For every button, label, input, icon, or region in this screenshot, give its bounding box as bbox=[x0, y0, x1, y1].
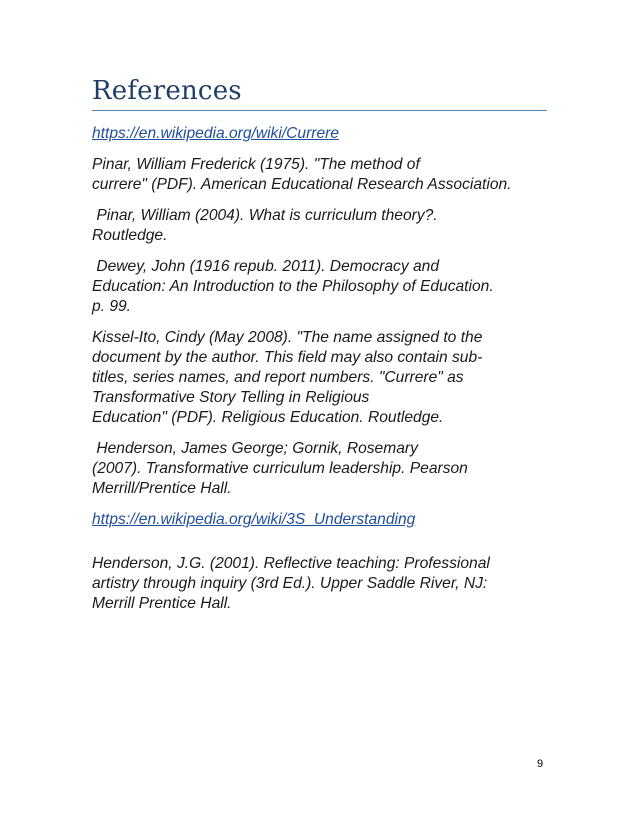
reference-line: Henderson, J.G. (2001). Reflective teaching: Professional bbox=[92, 555, 490, 572]
reference-line: Kissel-Ito, Cindy (May 2008). "The name assigned to the bbox=[92, 329, 483, 346]
reference-line: Education: An Introduction to the Philosophy of Education. bbox=[92, 278, 494, 295]
reference-line: document by the author. This field may also contain sub- bbox=[92, 349, 483, 366]
page-number: 9 bbox=[537, 758, 544, 770]
page-heading: References bbox=[92, 76, 242, 106]
reference-link-item bbox=[92, 510, 552, 530]
reference-line: Dewey, John (1916 repub. 2011). Democracy and bbox=[92, 258, 440, 275]
reference-line: Merrill Prentice Hall. bbox=[92, 595, 232, 612]
reference-line: Routledge. bbox=[92, 227, 168, 244]
reference-line: Transformative Story Telling in Religious bbox=[92, 389, 370, 406]
reference-line: Education" (PDF). Religious Education. Routledge. bbox=[92, 409, 444, 426]
reference-line: currere" (PDF). American Educational Research Association. bbox=[92, 176, 512, 193]
reference-entry bbox=[92, 155, 552, 195]
heading-underline bbox=[92, 110, 547, 111]
references-list bbox=[92, 124, 552, 625]
reference-line: Pinar, William (2004). What is curriculum theory?. bbox=[92, 207, 438, 224]
reference-line: titles, series names, and report numbers. "Currere" as bbox=[92, 369, 464, 386]
reference-line: Merrill/Prentice Hall. bbox=[92, 480, 232, 497]
reference-line: Henderson, James George; Gornik, Rosemary bbox=[92, 440, 418, 457]
reference-entry bbox=[92, 439, 552, 499]
reference-line: p. 99. bbox=[92, 298, 132, 315]
reference-entry bbox=[92, 206, 552, 246]
reference-entry bbox=[92, 554, 552, 614]
reference-entry bbox=[92, 257, 552, 317]
reference-line: Pinar, William Frederick (1975). "The method of bbox=[92, 156, 420, 173]
reference-link[interactable]: https://en.wikipedia.org/wiki/3S_Understanding bbox=[92, 511, 416, 528]
reference-line: artistry through inquiry (3rd Ed.). Upper Saddle River, NJ: bbox=[92, 575, 488, 592]
reference-link[interactable]: https://en.wikipedia.org/wiki/Currere bbox=[92, 125, 340, 142]
reference-entry bbox=[92, 328, 552, 428]
reference-link-item bbox=[92, 124, 552, 144]
reference-line: (2007). Transformative curriculum leadership. Pearson bbox=[92, 460, 468, 477]
